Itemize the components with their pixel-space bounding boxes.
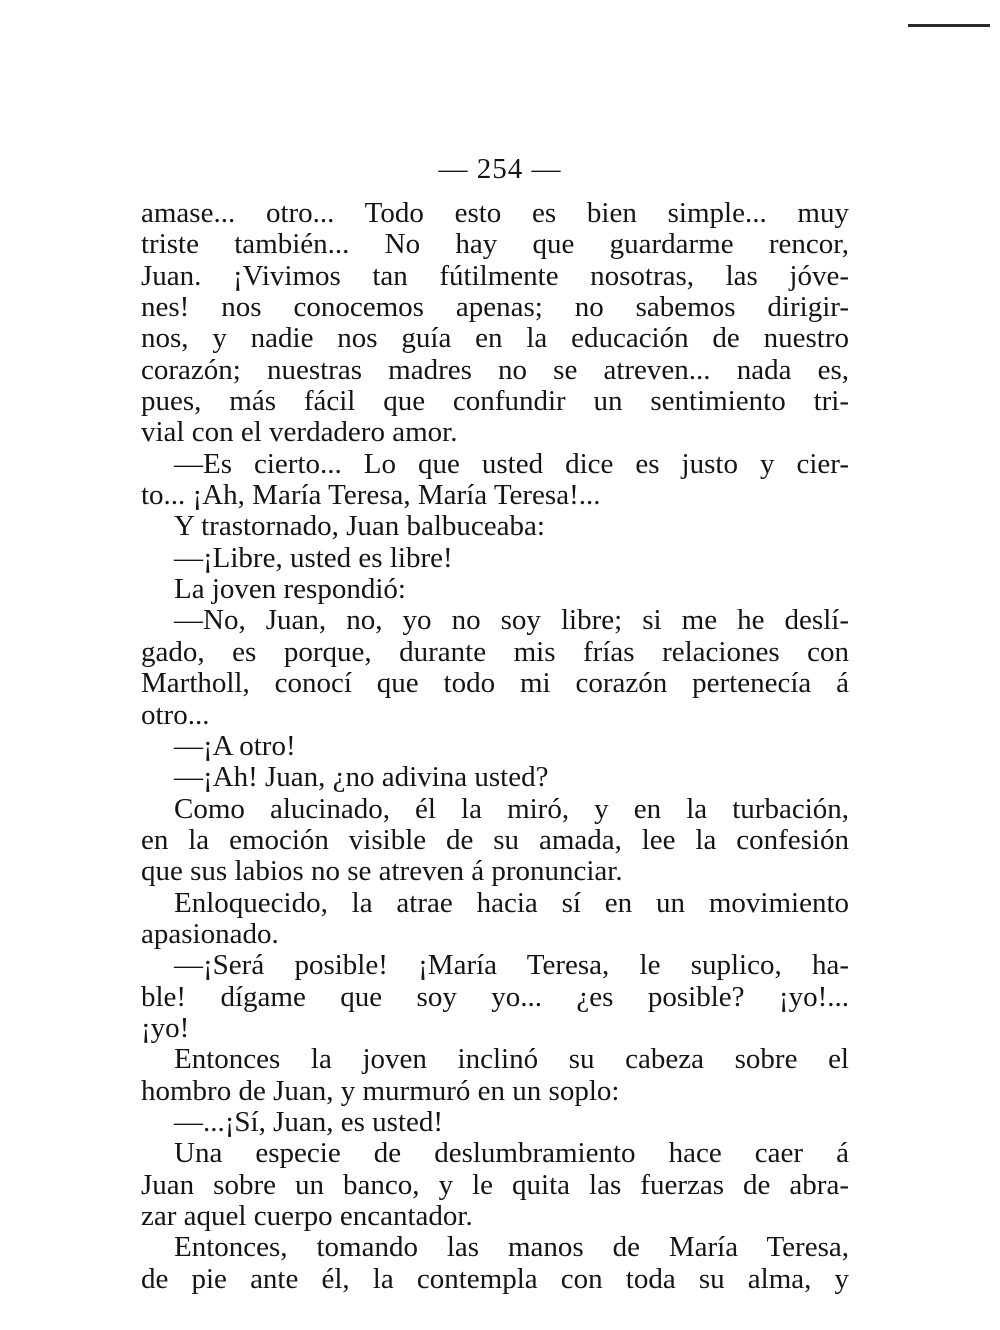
text-line: nos, y nadie nos guía en la educación de nuestro <box>141 322 849 355</box>
text-line: hombro de Juan, y murmuró en un soplo: <box>141 1074 620 1107</box>
text-line: que sus labios no se atreven á pronunciar. <box>141 855 623 888</box>
text-line: amase... otro... Todo esto es bien simple... muy <box>141 197 849 229</box>
page-number: — 254 — <box>438 153 562 185</box>
text-line: de pie ante él, la contempla con toda su alma, y <box>141 1262 849 1295</box>
corner-rule <box>908 24 990 27</box>
text-line: Una especie de deslumbramiento hace caer á <box>174 1137 849 1170</box>
text-line: gado, es porque, durante mis frías relaciones con <box>141 635 849 668</box>
text-line: —¡Será posible! ¡María Teresa, le suplico, ha- <box>174 949 849 982</box>
text-line: —No, Juan, no, yo no soy libre; si me he deslí- <box>174 604 849 637</box>
text-line: en la emoción visible de su amada, lee la confesión <box>141 823 849 856</box>
text-line: La joven respondió: <box>174 573 406 606</box>
text-line: Y trastornado, Juan balbuceaba: <box>174 510 545 543</box>
text-line: Martholl, conocí que todo mi corazón pertenecía á <box>141 667 849 700</box>
text-line: Como alucinado, él la miró, y en la turbación, <box>174 792 849 825</box>
body-text <box>141 198 849 1295</box>
text-line: ¡yo! <box>141 1011 190 1044</box>
text-line: —Es cierto... Lo que usted dice es justo y cier- <box>174 447 849 480</box>
text-line: nes! nos conocemos apenas; no sabemos dirigir- <box>141 291 849 324</box>
text-line: Enloquecido, la atrae hacia sí en un movimiento <box>174 886 849 919</box>
text-line: zar aquel cuerpo encantador. <box>141 1200 473 1232</box>
text-line: Juan. ¡Vivimos tan fútilmente nosotras, las jóve- <box>141 259 849 292</box>
text-line: corazón; nuestras madres no se atreven... nada es, <box>141 353 849 386</box>
text-line: pues, más fácil que confundir un sentimiento tri- <box>141 385 849 418</box>
text-line: Juan sobre un banco, y le quita las fuerzas de abra- <box>141 1168 849 1201</box>
text-line: Entonces la joven inclinó su cabeza sobre el <box>174 1043 849 1076</box>
text-line: triste también... No hay que guardarme rencor, <box>141 228 849 261</box>
text-line: Entonces, tomando las manos de María Teresa, <box>174 1231 849 1264</box>
text-line: —¡Ah! Juan, ¿no adivina usted? <box>174 761 549 794</box>
text-line: to... ¡Ah, María Teresa, María Teresa!... <box>141 479 601 512</box>
text-line: apasionado. <box>141 917 279 950</box>
text-line: ble! dígame que soy yo... ¿es posible? ¡yo!... <box>141 980 849 1013</box>
text-line: otro... <box>141 698 210 731</box>
text-line: —...¡Sí, Juan, es usted! <box>174 1105 444 1138</box>
text-line: vial con el verdadero amor. <box>141 416 458 449</box>
text-line: —¡Libre, usted es libre! <box>174 541 453 574</box>
text-line: —¡A otro! <box>174 729 296 762</box>
